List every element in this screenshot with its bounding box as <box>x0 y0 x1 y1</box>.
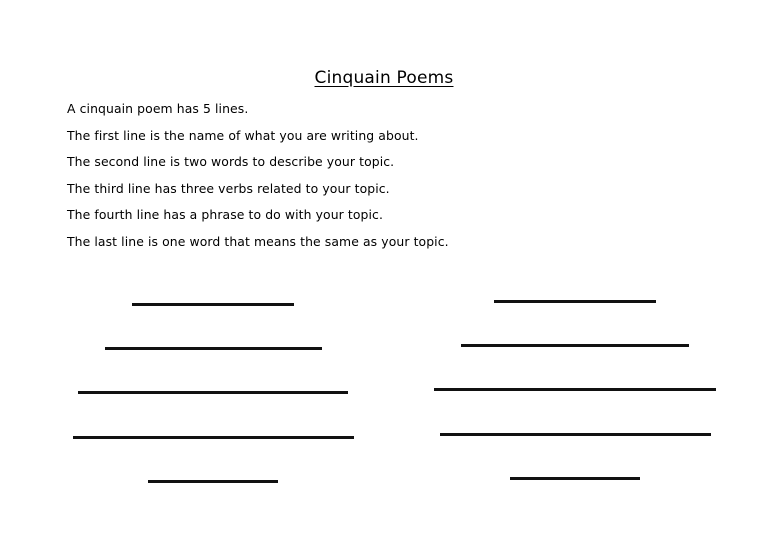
writing-line-1 <box>132 303 294 306</box>
writing-line-1 <box>494 300 656 303</box>
instruction-line-1: A cinquain poem has 5 lines. <box>67 101 249 116</box>
instruction-line-6: The last line is one word that means the same as your topic. <box>67 234 449 249</box>
instruction-line-4: The third line has three verbs related to your topic. <box>67 181 390 196</box>
writing-line-3 <box>78 391 348 394</box>
page-title: Cinquain Poems <box>314 68 454 88</box>
instruction-line-3: The second line is two words to describe your topic. <box>67 154 395 169</box>
writing-line-2 <box>461 344 689 347</box>
writing-line-3 <box>434 388 716 391</box>
writing-line-5 <box>148 480 278 483</box>
instruction-line-5: The fourth line has a phrase to do with your topic. <box>67 207 384 222</box>
writing-line-4 <box>440 433 711 436</box>
writing-line-2 <box>105 347 322 350</box>
writing-line-5 <box>510 477 640 480</box>
instruction-line-2: The first line is the name of what you are writing about. <box>67 128 419 143</box>
writing-line-4 <box>73 436 354 439</box>
